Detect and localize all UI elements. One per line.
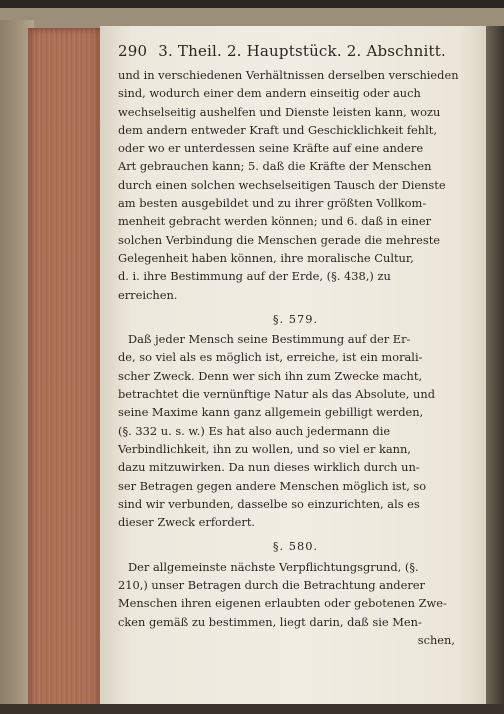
text-line: Gelegenheit haben können, ihre moralische Cultur, [118, 250, 414, 265]
section-heading: §. 579. [272, 311, 319, 326]
text-line: menheit gebracht werden können; und 6. daß in einer [118, 214, 432, 229]
section-579-body [118, 330, 473, 531]
catchword: schen, [417, 632, 455, 647]
text-line: 210,) unser Betragen durch die Betrachtung anderer [118, 578, 425, 593]
text-line: solchen Verbindung die Menschen gerade die mehreste [118, 232, 441, 247]
text-line: am besten ausgebildet und zu ihrer größten Vollkom- [118, 196, 427, 211]
running-header [118, 40, 473, 62]
page-edges [28, 28, 104, 714]
text-line: seine Maxime kann ganz allgemein gebilligt werden, [118, 405, 424, 420]
text-line: dazu mitzuwirken. Da nun dieses wirklich durch un- [118, 460, 420, 475]
text-line: (§. 332 u. s. w.) Es hat also auch jedermann die [118, 423, 391, 438]
page-gutter-shadow [486, 26, 504, 714]
text-line: sind, wodurch einer dem andern einseitig oder auch [118, 86, 421, 101]
text-line: Daß jeder Mensch seine Bestimmung auf der Er- [128, 332, 411, 347]
text-line: Art gebrauchen kann; 5. daß die Kräfte der Menschen [118, 159, 432, 174]
text-line: betrachtet die vernünftige Natur als das Absolute, und [118, 387, 436, 402]
running-title: 3. Theil. 2. Hauptstück. 2. Abschnitt. [158, 42, 446, 60]
section-heading: §. 580. [272, 539, 319, 554]
text-line: Der allgemeinste nächste Verpflichtungsgrund, (§. [128, 559, 419, 574]
text-line: durch einen solchen wechselseitigen Tausch der Dienste [118, 177, 446, 192]
section-580-body [118, 558, 473, 649]
text-line: oder wo er unterdessen seine Kräfte auf eine andere [118, 141, 424, 156]
text-line: und in verschiedenen Verhältnissen derselben verschieden [118, 68, 459, 82]
text-line: erreichen. [118, 287, 178, 302]
text-line: scher Zweck. Denn wer sich ihn zum Zwecke macht, [118, 368, 423, 383]
text-line: sind wir verbunden, dasselbe so einzurichten, als es [118, 496, 420, 511]
text-line: cken gemäß zu bestimmen, liegt darin, daß sie Men- [118, 614, 422, 629]
text-line: Menschen ihren eigenen erlaubten oder gebotenen Zwe- [118, 596, 447, 611]
bottom-shadow [0, 704, 504, 714]
text-line: Verbindlichkeit, ihn zu wollen, und so viel er kann, [118, 441, 411, 456]
text-line: wechselseitig aushelfen und Dienste leisten kann, wozu [118, 104, 441, 119]
page-text [118, 40, 473, 649]
page-number: 290 [118, 42, 148, 60]
text-line: dem andern entweder Kraft und Geschicklichkeit fehlt, [118, 122, 437, 137]
text-line: d. i. ihre Bestimmung auf der Erde, (§. 438,) zu [118, 269, 391, 284]
text-line: ser Betragen gegen andere Menschen möglich ist, so [118, 478, 427, 493]
text-line: dieser Zweck erfordert. [118, 515, 256, 530]
text-line: de, so viel als es möglich ist, erreiche, ist ein morali- [118, 350, 423, 365]
paragraph-continued [118, 66, 473, 304]
